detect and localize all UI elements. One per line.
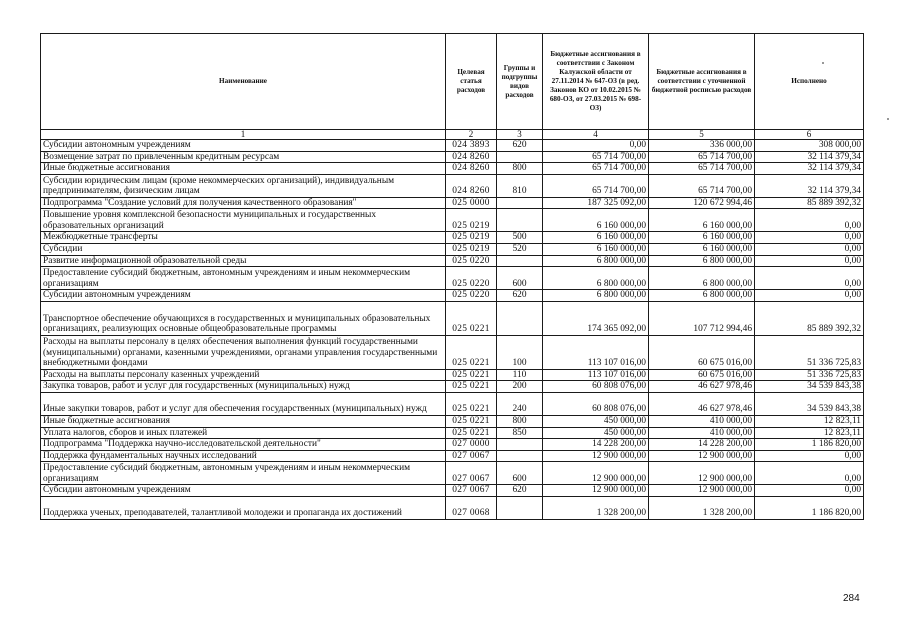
row-group-cell — [497, 301, 543, 335]
row-name-cell: Поддержка фундаментальных научных исследований — [41, 450, 446, 462]
row-refined-amount-cell: 65 714 700,00 — [649, 163, 755, 175]
row-csr-cell: 024 8260 — [446, 151, 497, 163]
row-law-amount-cell: 187 325 092,00 — [543, 197, 649, 209]
row-executed-amount-cell: 85 889 392,32 — [755, 197, 864, 209]
row-law-amount-cell: 6 160 000,00 — [543, 243, 649, 255]
row-law-amount-cell: 113 107 016,00 — [543, 369, 649, 381]
row-group-cell: 800 — [497, 415, 543, 427]
row-law-amount-cell: 1 328 200,00 — [543, 496, 649, 519]
row-refined-amount-cell: 12 900 000,00 — [649, 485, 755, 497]
row-executed-amount-cell: 0,00 — [755, 232, 864, 244]
page-number: 284 — [843, 593, 860, 604]
row-law-amount-cell: 450 000,00 — [543, 427, 649, 439]
table-row — [41, 369, 864, 381]
row-name-cell: Транспортное обеспечение обучающихся в государственных и муниципальных образовательных организациях, реализующих основные общеобразовательные программы — [41, 301, 446, 335]
row-executed-amount-cell: 0,00 — [755, 209, 864, 232]
row-refined-amount-cell: 65 714 700,00 — [649, 174, 755, 197]
row-executed-amount-cell: 0,00 — [755, 255, 864, 267]
row-law-amount-cell: 6 160 000,00 — [543, 232, 649, 244]
row-refined-amount-cell: 6 800 000,00 — [649, 267, 755, 290]
scan-speck — [822, 62, 824, 64]
row-csr-cell: 027 0067 — [446, 485, 497, 497]
row-executed-amount-cell: 32 114 379,34 — [755, 163, 864, 175]
row-refined-amount-cell: 6 800 000,00 — [649, 255, 755, 267]
table-row — [41, 415, 864, 427]
row-law-amount-cell: 14 228 200,00 — [543, 439, 649, 451]
row-refined-amount-cell: 6 160 000,00 — [649, 243, 755, 255]
row-csr-cell: 025 0221 — [446, 381, 497, 393]
table-row — [41, 267, 864, 290]
column-number: 4 — [543, 130, 649, 140]
table-row — [41, 151, 864, 163]
header-refined-allocations: Бюджетные ассигнования в соответствии с уточненной бюджетной росписью расходов — [649, 34, 755, 130]
row-group-cell — [497, 450, 543, 462]
row-refined-amount-cell: 60 675 016,00 — [649, 335, 755, 369]
table-row — [41, 301, 864, 335]
row-group-cell: 500 — [497, 232, 543, 244]
table-row — [41, 427, 864, 439]
row-law-amount-cell: 6 160 000,00 — [543, 209, 649, 232]
row-name-cell: Иные закупки товаров, работ и услуг для обеспечения государственных (муниципальных) нужд — [41, 392, 446, 415]
column-number: 2 — [446, 130, 497, 140]
row-executed-amount-cell: 85 889 392,32 — [755, 301, 864, 335]
row-executed-amount-cell: 51 336 725,83 — [755, 335, 864, 369]
row-csr-cell: 024 3893 — [446, 140, 497, 152]
row-executed-amount-cell: 0,00 — [755, 267, 864, 290]
row-csr-cell: 025 0221 — [446, 427, 497, 439]
row-name-cell: Возмещение затрат по привлеченным кредитным ресурсам — [41, 151, 446, 163]
row-csr-cell: 025 0221 — [446, 369, 497, 381]
row-name-cell: Расходы на выплаты персоналу казенных учреждений — [41, 369, 446, 381]
scan-speck — [887, 118, 889, 120]
row-group-cell: 100 — [497, 335, 543, 369]
row-refined-amount-cell: 46 627 978,46 — [649, 392, 755, 415]
row-csr-cell: 025 0219 — [446, 209, 497, 232]
row-csr-cell: 024 8260 — [446, 174, 497, 197]
row-name-cell: Межбюджетные трансферты — [41, 232, 446, 244]
row-executed-amount-cell: 0,00 — [755, 243, 864, 255]
row-law-amount-cell: 12 900 000,00 — [543, 485, 649, 497]
row-law-amount-cell: 174 365 092,00 — [543, 301, 649, 335]
row-group-cell: 810 — [497, 174, 543, 197]
table-row — [41, 381, 864, 393]
column-number: 5 — [649, 130, 755, 140]
row-refined-amount-cell: 410 000,00 — [649, 415, 755, 427]
row-csr-cell: 027 0000 — [446, 439, 497, 451]
row-name-cell: Иные бюджетные ассигнования — [41, 415, 446, 427]
row-group-cell: 110 — [497, 369, 543, 381]
row-executed-amount-cell: 0,00 — [755, 462, 864, 485]
row-executed-amount-cell: 34 539 843,38 — [755, 381, 864, 393]
budget-table — [40, 33, 864, 520]
row-csr-cell: 025 0219 — [446, 243, 497, 255]
row-name-cell: Уплата налогов, сборов и иных платежей — [41, 427, 446, 439]
table-row — [41, 243, 864, 255]
table-row — [41, 197, 864, 209]
row-name-cell: Субсидии автономным учреждениям — [41, 290, 446, 302]
row-refined-amount-cell: 410 000,00 — [649, 427, 755, 439]
header-executed: Исполнено — [755, 34, 864, 130]
row-refined-amount-cell: 14 228 200,00 — [649, 439, 755, 451]
table-row — [41, 255, 864, 267]
row-csr-cell: 025 0221 — [446, 301, 497, 335]
row-executed-amount-cell: 1 186 820,00 — [755, 439, 864, 451]
table-row — [41, 140, 864, 152]
row-law-amount-cell: 113 107 016,00 — [543, 335, 649, 369]
row-executed-amount-cell: 0,00 — [755, 485, 864, 497]
row-name-cell: Повышение уровня комплексной безопасности муниципальных и государственных образовательных организаций — [41, 209, 446, 232]
row-name-cell: Закупка товаров, работ и услуг для государственных (муниципальных) нужд — [41, 381, 446, 393]
row-csr-cell: 025 0221 — [446, 335, 497, 369]
header-group: Группы и подгруппы видов расходов — [497, 34, 543, 130]
row-executed-amount-cell: 0,00 — [755, 450, 864, 462]
row-group-cell — [497, 197, 543, 209]
row-group-cell — [497, 496, 543, 519]
header-law-allocations: Бюджетные ассигнования в соответствии с Законом Калужской области от 27.11.2014 № 647-ОЗ (в ред. Законов КО от 10.02.2015 № 680-ОЗ, от 27.03.2015 № 698-ОЗ) — [543, 34, 649, 130]
table-row — [41, 290, 864, 302]
column-number: 1 — [41, 130, 446, 140]
row-group-cell: 600 — [497, 267, 543, 290]
row-name-cell: Подпрограмма "Поддержка научно-исследовательской деятельности" — [41, 439, 446, 451]
row-name-cell: Иные бюджетные ассигнования — [41, 163, 446, 175]
row-executed-amount-cell: 51 336 725,83 — [755, 369, 864, 381]
row-name-cell: Развитие информационной образовательной среды — [41, 255, 446, 267]
row-name-cell: Расходы на выплаты персоналу в целях обеспечения выполнения функций государственными (муниципальными) органами, казенными учреждениями, органами управления государственными внебюджетными фондами — [41, 335, 446, 369]
row-name-cell: Субсидии автономным учреждениям — [41, 485, 446, 497]
row-group-cell: 620 — [497, 485, 543, 497]
row-group-cell: 850 — [497, 427, 543, 439]
row-law-amount-cell: 60 808 076,00 — [543, 381, 649, 393]
row-group-cell — [497, 255, 543, 267]
row-executed-amount-cell: 12 823,11 — [755, 427, 864, 439]
row-group-cell: 620 — [497, 290, 543, 302]
table-row — [41, 439, 864, 451]
row-law-amount-cell: 6 800 000,00 — [543, 267, 649, 290]
row-law-amount-cell: 12 900 000,00 — [543, 450, 649, 462]
row-group-cell: 200 — [497, 381, 543, 393]
row-law-amount-cell: 6 800 000,00 — [543, 255, 649, 267]
row-name-cell: Подпрограмма "Создание условий для получения качественного образования" — [41, 197, 446, 209]
row-csr-cell: 024 8260 — [446, 163, 497, 175]
row-name-cell: Поддержка ученых, преподавателей, талантливой молодежи и пропаганда их достижений — [41, 496, 446, 519]
row-name-cell: Предоставление субсидий бюджетным, автономным учреждениям и иным некоммерческим организациям — [41, 462, 446, 485]
table-body — [41, 130, 864, 520]
table-row — [41, 485, 864, 497]
row-group-cell: 520 — [497, 243, 543, 255]
row-refined-amount-cell: 1 328 200,00 — [649, 496, 755, 519]
table-row — [41, 496, 864, 519]
row-csr-cell: 027 0067 — [446, 462, 497, 485]
row-csr-cell: 027 0067 — [446, 450, 497, 462]
table-row — [41, 462, 864, 485]
row-refined-amount-cell: 107 712 994,46 — [649, 301, 755, 335]
row-csr-cell: 025 0220 — [446, 290, 497, 302]
row-group-cell: 240 — [497, 392, 543, 415]
table-row — [41, 392, 864, 415]
row-csr-cell: 027 0068 — [446, 496, 497, 519]
column-number: 3 — [497, 130, 543, 140]
header-csr: Целевая статья расходов — [446, 34, 497, 130]
table-row — [41, 335, 864, 369]
row-group-cell: 600 — [497, 462, 543, 485]
row-name-cell: Субсидии юридическим лицам (кроме некоммерческих организаций), индивидуальным предпринимателям, физическим лицам — [41, 174, 446, 197]
table-row — [41, 450, 864, 462]
row-group-cell — [497, 439, 543, 451]
row-group-cell: 800 — [497, 163, 543, 175]
row-name-cell: Субсидии автономным учреждениям — [41, 140, 446, 152]
row-refined-amount-cell: 6 160 000,00 — [649, 232, 755, 244]
column-number: 6 — [755, 130, 864, 140]
row-csr-cell: 025 0221 — [446, 415, 497, 427]
row-csr-cell: 025 0221 — [446, 392, 497, 415]
row-group-cell — [497, 209, 543, 232]
row-group-cell: 620 — [497, 140, 543, 152]
row-refined-amount-cell: 6 800 000,00 — [649, 290, 755, 302]
row-group-cell — [497, 151, 543, 163]
row-csr-cell: 025 0220 — [446, 255, 497, 267]
row-name-cell: Предоставление субсидий бюджетным, автономным учреждениям и иным некоммерческим организациям — [41, 267, 446, 290]
row-refined-amount-cell: 12 900 000,00 — [649, 462, 755, 485]
row-executed-amount-cell: 32 114 379,34 — [755, 151, 864, 163]
row-refined-amount-cell: 12 900 000,00 — [649, 450, 755, 462]
row-executed-amount-cell: 308 000,00 — [755, 140, 864, 152]
table-row — [41, 174, 864, 197]
row-executed-amount-cell: 12 823,11 — [755, 415, 864, 427]
row-name-cell: Субсидии — [41, 243, 446, 255]
row-csr-cell: 025 0219 — [446, 232, 497, 244]
row-csr-cell: 025 0220 — [446, 267, 497, 290]
row-refined-amount-cell: 6 160 000,00 — [649, 209, 755, 232]
row-executed-amount-cell: 0,00 — [755, 290, 864, 302]
row-law-amount-cell: 60 808 076,00 — [543, 392, 649, 415]
header-name: Наименование — [41, 34, 446, 130]
row-law-amount-cell: 12 900 000,00 — [543, 462, 649, 485]
row-executed-amount-cell: 34 539 843,38 — [755, 392, 864, 415]
row-law-amount-cell: 6 800 000,00 — [543, 290, 649, 302]
table-row — [41, 232, 864, 244]
table-header — [41, 34, 864, 130]
row-executed-amount-cell: 32 114 379,34 — [755, 174, 864, 197]
row-law-amount-cell: 65 714 700,00 — [543, 163, 649, 175]
row-executed-amount-cell: 1 186 820,00 — [755, 496, 864, 519]
row-refined-amount-cell: 65 714 700,00 — [649, 151, 755, 163]
table-row — [41, 163, 864, 175]
row-csr-cell: 025 0000 — [446, 197, 497, 209]
row-refined-amount-cell: 60 675 016,00 — [649, 369, 755, 381]
row-refined-amount-cell: 120 672 994,46 — [649, 197, 755, 209]
row-refined-amount-cell: 46 627 978,46 — [649, 381, 755, 393]
row-law-amount-cell: 0,00 — [543, 140, 649, 152]
row-law-amount-cell: 65 714 700,00 — [543, 174, 649, 197]
row-law-amount-cell: 450 000,00 — [543, 415, 649, 427]
row-law-amount-cell: 65 714 700,00 — [543, 151, 649, 163]
column-numbers-row — [41, 130, 864, 140]
row-refined-amount-cell: 336 000,00 — [649, 140, 755, 152]
table-row — [41, 209, 864, 232]
